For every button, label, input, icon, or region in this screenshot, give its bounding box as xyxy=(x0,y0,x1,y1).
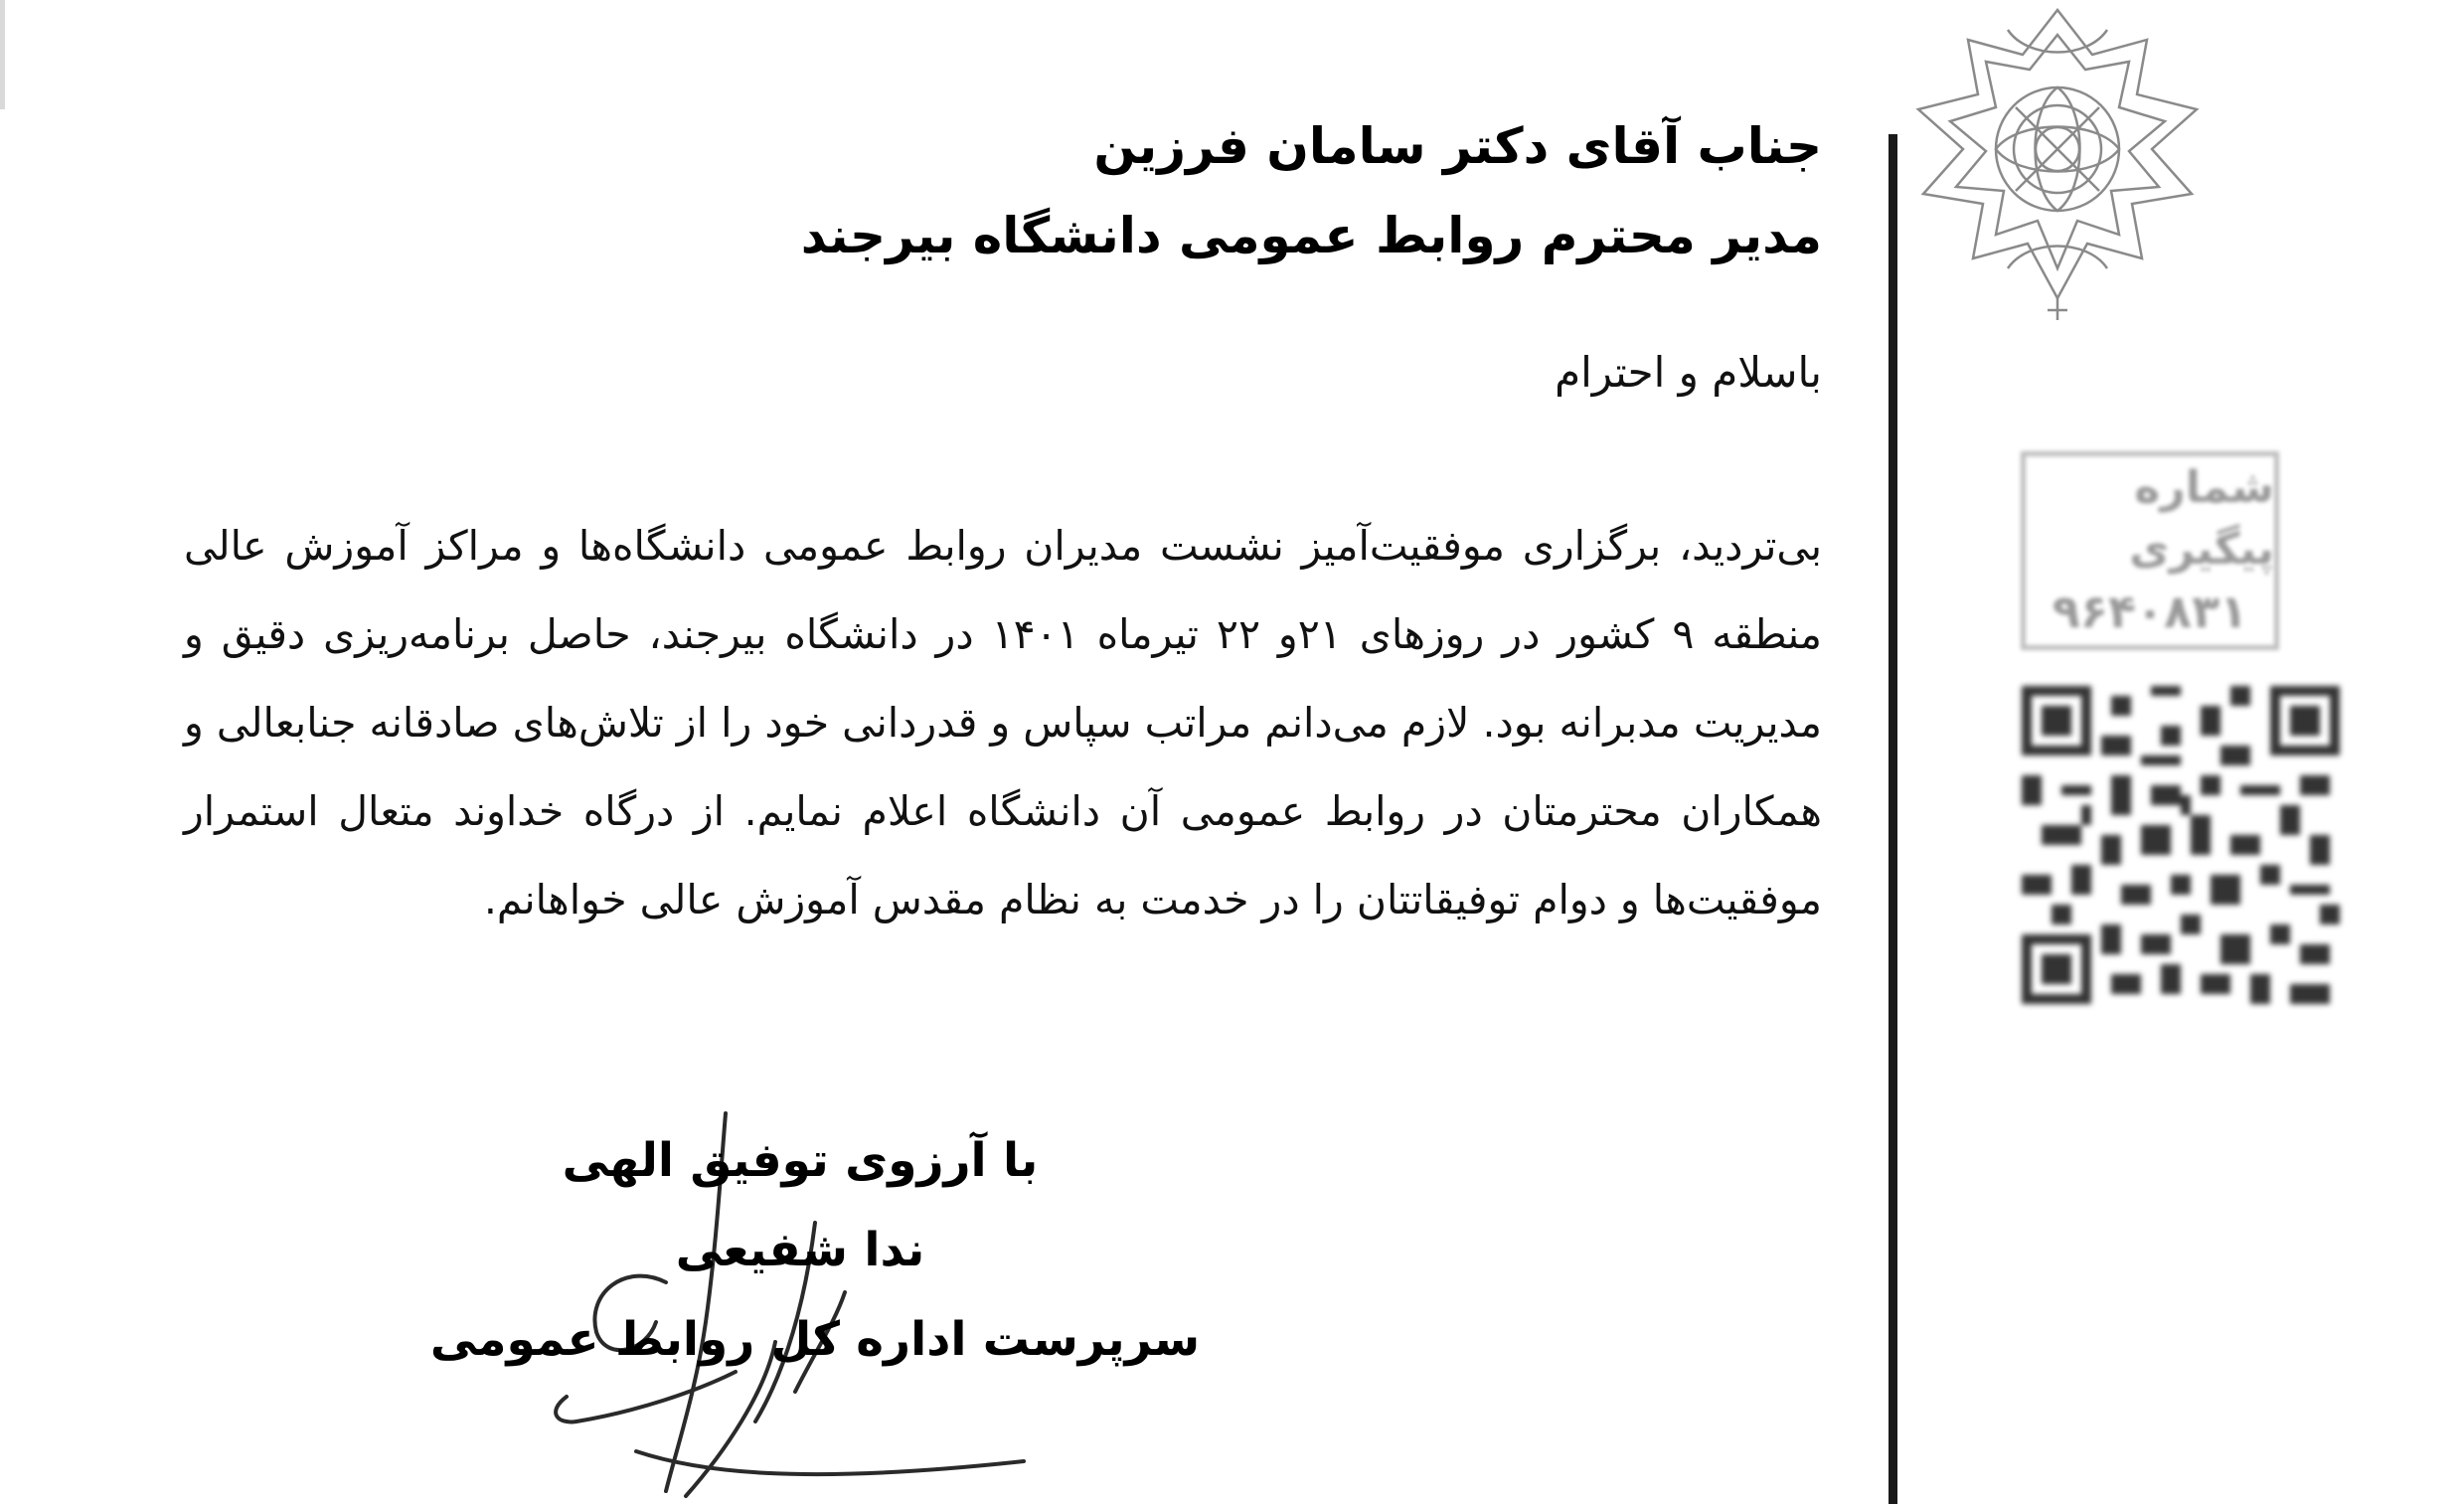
margin-rule xyxy=(1889,134,1897,1504)
recipient-title: جناب آقای دکتر سامان فرزین xyxy=(1093,117,1822,175)
signature-closing: با آرزوی توفیق الهی xyxy=(562,1133,1039,1188)
signer-name: ندا شفیعی xyxy=(675,1223,925,1277)
ornamental-emblem-icon xyxy=(1898,0,2217,328)
signer-position: سرپرست اداره کل روابط عمومی xyxy=(429,1312,1201,1367)
page-edge-shadow xyxy=(0,0,5,109)
tracking-stamp xyxy=(2021,451,2279,650)
greeting: باسلام و احترام xyxy=(1555,348,1822,397)
tracking-label: شماره پیگیری xyxy=(2129,462,2274,575)
qr-code-icon xyxy=(2021,686,2341,1004)
recipient-position: مدیر محترم روابط عمومی دانشگاه بیرجند xyxy=(800,207,1822,264)
letter-body: بی‌تردید، برگزاری موفقیت‌آمیز نشست مدیران روابط عمومی دانشگاه‌ها و مراکز آموزش عالی منطقه ۹ کشور در روزهای ۲۱و ۲۲ تیرماه ۱۴۰۱ در دانشگاه بیرجند، حاصل برنامه‌ریزی دقیق و مدیریت مدبرانه بود. لازم می‌دانم مراتب سپاس و قدردانی خود را از تلاش‌های صادقانه جنابعالی و همکاران محترمتان در روابط عمومی آن دانشگاه اعلام نمایم. از درگاه خداوند متعال استمرار موفقیت‌ها و دوام توفیقاتتان را در خدمت به نظام مقدس آموزش عالی خواهانم. xyxy=(184,522,1822,923)
tracking-number: ۹۶۴۰۸۳۱ xyxy=(2052,585,2248,639)
